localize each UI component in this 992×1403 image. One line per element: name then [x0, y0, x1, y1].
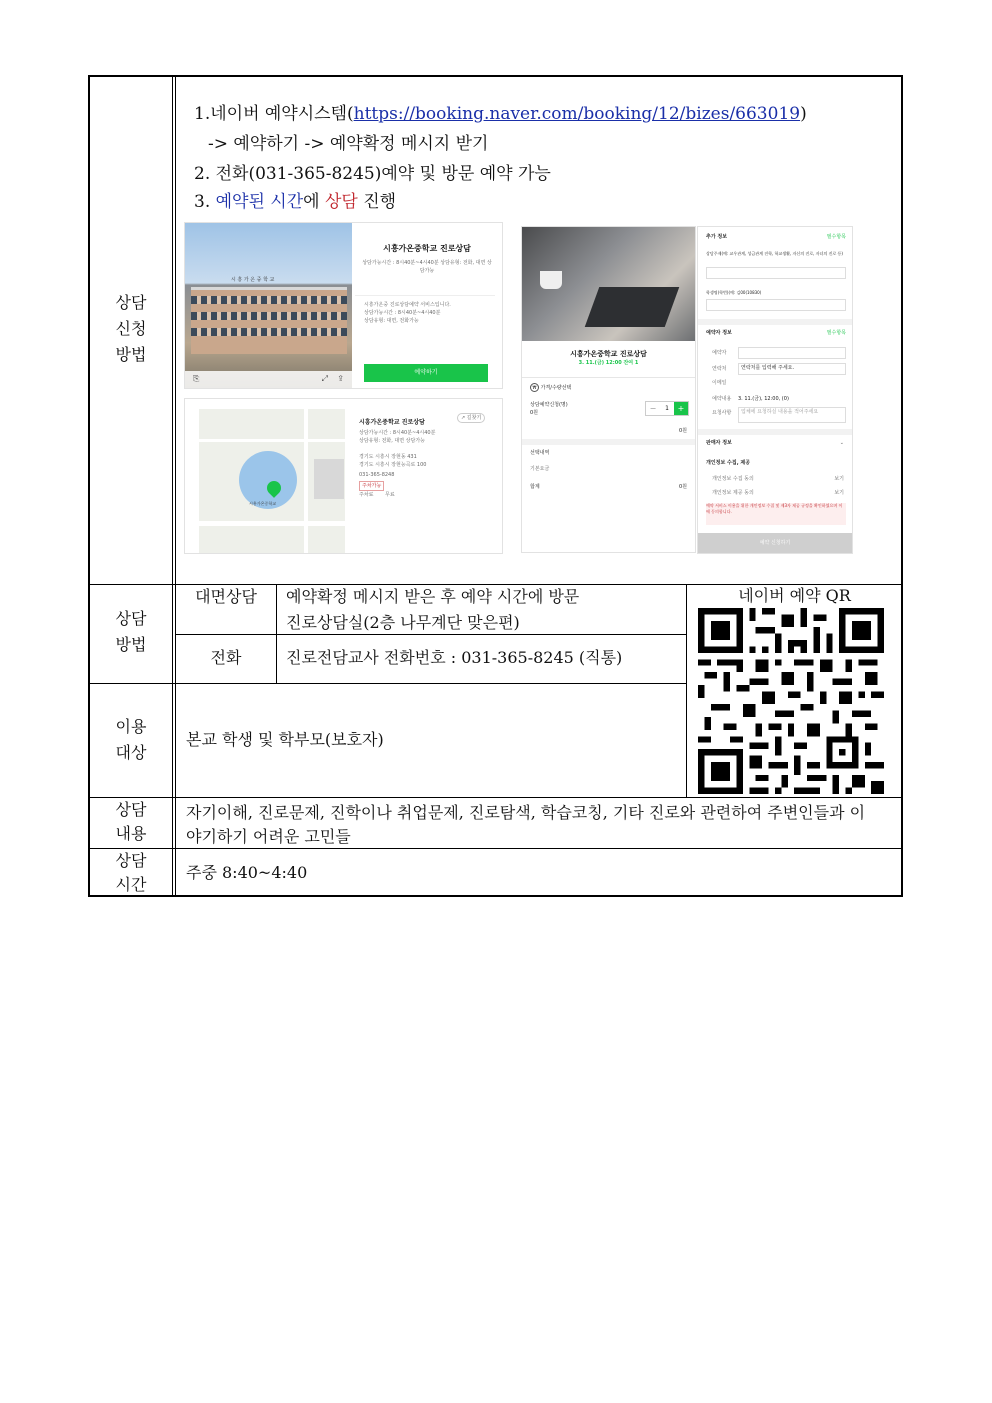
name-input[interactable] — [738, 347, 846, 359]
agree-1[interactable]: 개인정보 수집 동의 — [712, 476, 754, 482]
quantity-value: 1 — [665, 405, 669, 412]
school-building — [191, 277, 347, 354]
minus-button[interactable]: − — [649, 404, 657, 413]
view-2[interactable]: 보기 — [834, 490, 844, 496]
pin-label: 시흥가온중학교 — [249, 501, 277, 506]
visit-line-2: 진로상담실(2층 나무계단 맞은편) — [286, 613, 520, 632]
contact-input[interactable]: 연락처를 입력해 주세요. — [738, 363, 846, 375]
extra-header: 추가 정보 — [706, 234, 728, 240]
map-area — [199, 409, 345, 553]
time-text: 주중 8:40~4:40 — [186, 863, 308, 882]
expand-icon[interactable]: ⤢ — [321, 374, 328, 383]
phone-label: 전화 — [210, 648, 242, 667]
parking-tag: 주차가능 — [359, 481, 384, 491]
shot2-phone: 031-365-8248 — [359, 472, 395, 478]
privacy-header: 개인정보 수집, 제공 — [706, 460, 751, 466]
shot2-f1: 주차료 — [359, 492, 374, 498]
step-2: 2. 전화(031-365-8245)예약 및 방문 예약 가능 — [194, 164, 551, 184]
shot2-l1: 상담가능시간 : 8시40분~4시40분 — [359, 430, 436, 436]
visit-label: 대면상담 — [195, 587, 257, 606]
shot2-addr2: 경기도 시흥시 장현능곡로 100 — [359, 462, 427, 468]
shot1-info1: 시흥가온중 진로상담예약 서비스입니다. — [364, 302, 451, 308]
answer-2-input[interactable] — [706, 299, 846, 311]
total-label: 합계 — [530, 484, 540, 490]
question-2: 학생명(학번)(예: 김00(10830) — [706, 290, 762, 295]
price-header-label: 가격/수량선택 — [540, 385, 572, 391]
chevron-down-icon[interactable]: ⌄ — [839, 440, 844, 446]
quantity-stepper[interactable] — [645, 401, 689, 416]
step-1b: -> 예약하기 -> 예약확정 메시지 받기 — [208, 134, 489, 154]
detail-value: 3. 11.(금), 12:00, (0) — [738, 396, 789, 402]
step-3 — [194, 190, 396, 214]
step-1 — [194, 102, 807, 126]
detail-label: 예약내용 — [712, 396, 732, 402]
divider — [276, 585, 277, 683]
phone-text: 진로전담교사 전화번호 : 031-365-8245 (직통) — [286, 648, 623, 667]
booking-screenshot-main — [184, 222, 503, 389]
time-label: 상담 시간 — [115, 851, 147, 894]
shot1-sub: 상담가능시간 : 8시40분~4시40분 상담유형: 전화, 대면 상담가능 — [362, 260, 492, 274]
shot2-addr1: 경기도 시흥시 장현동 431 — [359, 454, 417, 460]
name-label: 예약자 — [712, 350, 727, 356]
shot2-title: 시흥가온중학교 진로상담 — [359, 419, 425, 426]
school-sign: 시 흥 가 온 중 학 교 — [231, 277, 275, 283]
seller-header: 판매자 정보 — [706, 440, 732, 446]
map-screenshot — [184, 398, 503, 554]
booking-link[interactable]: https://booking.naver.com/booking/12/bizes/663019 — [353, 104, 801, 124]
step-1-prefix: 1.네이버 예약시스템( — [194, 104, 354, 124]
link-icon[interactable]: ⎘ — [193, 374, 200, 383]
request-input[interactable]: 업체에 요청하실 내용을 적어주세요 — [738, 407, 846, 423]
shot3-title: 시흥가온중학교 진로상담 — [570, 350, 647, 358]
qr-code-icon[interactable] — [698, 608, 884, 794]
share-icon[interactable]: ⇪ — [337, 374, 344, 383]
form-screenshot — [697, 226, 853, 554]
question-1: 상담주제(예: 교우관계, 성금관계 진학, 학교생활, 자신의 진로, 자녀의 진로 등) — [706, 251, 843, 256]
step-3-red: 상담 — [324, 192, 358, 212]
sum-1: 0원 — [678, 428, 687, 434]
directions-button[interactable]: ↗ 길찾기 — [457, 413, 485, 423]
target-text: 본교 학생 및 학부모(보호자) — [186, 730, 384, 749]
step-3-num: 3. — [194, 192, 216, 212]
step-3-blue: 예약된 시간 — [215, 192, 304, 212]
divider — [686, 585, 687, 797]
step-3-mid: 에 — [303, 192, 325, 212]
request-label: 요청사항 — [712, 410, 732, 416]
shot2-f2: 무료 — [385, 492, 395, 498]
selection-none: 기본요금 — [530, 466, 550, 472]
cafe-photo — [522, 227, 695, 341]
item-price: 0원 — [530, 410, 539, 416]
contact-label: 연락처 — [712, 366, 727, 372]
step-3-end: 진행 — [357, 192, 397, 212]
shot2-l2: 상담유형: 전화, 대면 상담가능 — [359, 438, 426, 444]
privacy-notice: 예약 서비스 이용을 위한 개인정보 수집 및 제3자 제공 규정을 확인하였으며 이에 동의합니다. — [706, 503, 846, 525]
price-header — [530, 383, 571, 392]
won-icon: ₩ — [530, 383, 539, 392]
visit-line-1: 예약확정 메시지 받은 후 예약 시간에 방문 — [286, 587, 580, 606]
plus-button[interactable]: + — [674, 402, 688, 415]
view-1[interactable]: 보기 — [834, 476, 844, 482]
shot3-date: 3. 11.(금) 12:00 잔여 1 — [578, 360, 639, 366]
qr-label: 네이버 예약 QR — [738, 586, 851, 605]
divider — [172, 75, 173, 897]
total-value: 0원 — [678, 484, 687, 490]
method-label: 상담 방법 — [115, 609, 147, 654]
shot1-info3: 상담유형: 대면, 전화가능 — [364, 318, 419, 324]
divider — [175, 75, 176, 897]
shot1-title: 시흥가온중학교 진로상담 — [383, 244, 471, 253]
agree-2[interactable]: 개인정보 제공 동의 — [712, 490, 754, 496]
content-text-1: 자기이해, 진로문제, 진학이나 취업문제, 진로탐색, 학습코칭, 기타 진로와 관련하여 주변인들과 이 — [186, 803, 866, 822]
reserve-button[interactable]: 예약하기 — [364, 364, 488, 382]
school-photo — [185, 223, 352, 388]
step-1-suffix: ) — [800, 104, 807, 124]
email-label: 이메일 — [712, 380, 727, 386]
divider — [88, 797, 903, 798]
content-text-2: 야기하기 어려운 고민들 — [186, 827, 351, 846]
submit-button[interactable]: 예약 신청하기 — [698, 533, 852, 553]
required-note-2: 필수항목 — [826, 330, 846, 336]
quantity-screenshot — [521, 226, 696, 553]
target-label: 이용 대상 — [115, 717, 147, 762]
apply-label: 상담 신청 방법 — [115, 293, 147, 364]
shot1-info2: 상담가능시간 : 8시40분~4시40분 — [364, 310, 441, 316]
booker-header: 예약자 정보 — [706, 330, 732, 336]
selection-header: 선택내역 — [530, 450, 550, 456]
required-note: 필수항목 — [826, 234, 846, 240]
item-name: 상담예약신청(명) — [530, 402, 568, 408]
divider — [88, 683, 687, 684]
content-label: 상담 내용 — [115, 800, 147, 843]
answer-1-input[interactable] — [706, 267, 846, 279]
